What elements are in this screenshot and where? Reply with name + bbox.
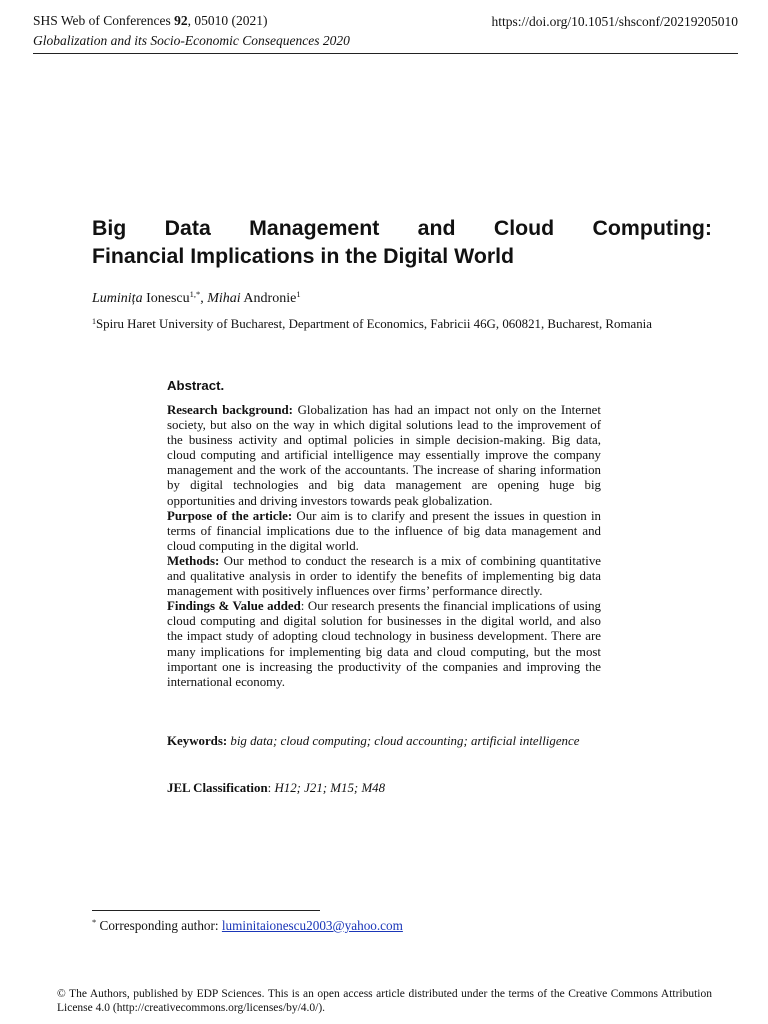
author-list <box>92 290 301 308</box>
jel-colon: : <box>267 781 275 795</box>
license-notice: © The Authors, published by EDP Sciences. This is an open access article distributed under the terms of the Creative Commons Attribution License 4.0 (http://creativecommons.org/licenses/by/4.0/). <box>57 988 712 1014</box>
abstract-section-findings <box>167 599 601 690</box>
keywords-label: Keywords: <box>167 734 228 748</box>
section-label: Findings & Value added <box>167 599 301 614</box>
abstract-heading: Abstract. <box>167 378 225 393</box>
corresponding-email-link[interactable]: luminitaionescu2003@yahoo.com <box>221 918 403 933</box>
author-2-family: Andronie <box>240 291 297 306</box>
section-text: Our method to conduct the research is a mix of combining quantitative and qualitative analysis in order to identify the benefits of implementing big data management with positively influences over firms’ performance directly. <box>167 553 601 599</box>
section-label: Purpose of the article: <box>167 508 293 523</box>
footnote-marker: * <box>92 917 97 927</box>
jel-classification <box>167 781 385 796</box>
doi-link[interactable]: https://doi.org/10.1051/shsconf/20219205010 <box>491 14 738 29</box>
affiliation-text: Spiru Haret University of Bucharest, Department of Economics, Fabricii 46G, 060821, Bucharest, Romania <box>96 317 652 331</box>
keywords <box>167 734 601 749</box>
author-1-family: Ionescu <box>142 291 190 306</box>
section-text: Globalization has had an impact not only on the Internet society, but also on the way in which digital solutions lead to the improvement of the business activity and optimal policies in simple decision-making. Big data, cloud computing and artificial intelligence may essentially improve the company management and the work of the accountants. The increase of sharing information by digital technologies and big data management are opening huge big opportunities and driving investors towards peak globalization. <box>167 403 601 508</box>
proceedings-name: Globalization and its Socio-Economic Consequences 2020 <box>33 33 350 48</box>
paper-title <box>92 214 712 270</box>
section-label: Research background: <box>167 403 293 417</box>
journal-name: SHS Web of Conferences <box>33 13 175 28</box>
section-text: Our aim is to clarify and present the issues in question in terms of financial implications due to the influence of big data management and cloud computing in the digital world. <box>167 508 601 553</box>
abstract-body <box>167 403 601 690</box>
author-1-given: Luminița <box>92 291 143 306</box>
section-text: : Our research presents the financial implications of using cloud computing and digital solution for businesses in the digital world, and also the impact study of adopting cloud technology in business development. There are many implications for implementing big data and cloud computing, but the most important one is increasing the productivity of the companies and improving the international economy. <box>167 599 601 689</box>
section-label: Methods: <box>167 553 220 568</box>
jel-label: JEL Classification <box>167 781 268 795</box>
abstract-section-purpose <box>167 509 601 554</box>
author-separator: , <box>200 291 208 306</box>
affiliation-marker: 1 <box>92 317 96 326</box>
affiliation <box>92 316 682 332</box>
keywords-text: big data; cloud computing; cloud accounting; artificial intelligence <box>227 734 580 748</box>
author-2-affiliation-marker: 1 <box>296 289 301 299</box>
article-number: , 05010 (2021) <box>187 13 268 28</box>
title-line-2: Financial Implications in the Digital World <box>92 244 515 268</box>
abstract-section-background <box>167 403 601 509</box>
author-2-given: Mihai <box>207 291 241 306</box>
journal-volume: 92 <box>174 13 188 28</box>
jel-codes: H12; J21; M15; M48 <box>274 781 386 795</box>
journal-header <box>33 13 268 29</box>
author-1-affiliation-marker: 1,* <box>189 289 201 299</box>
header-divider <box>33 53 738 54</box>
footnote-divider <box>92 910 320 911</box>
abstract-section-methods <box>167 554 601 599</box>
footnote <box>92 918 403 934</box>
footnote-text: Corresponding author: <box>96 918 222 933</box>
title-line-1: Big Data Management and Cloud Computing: <box>92 216 712 240</box>
